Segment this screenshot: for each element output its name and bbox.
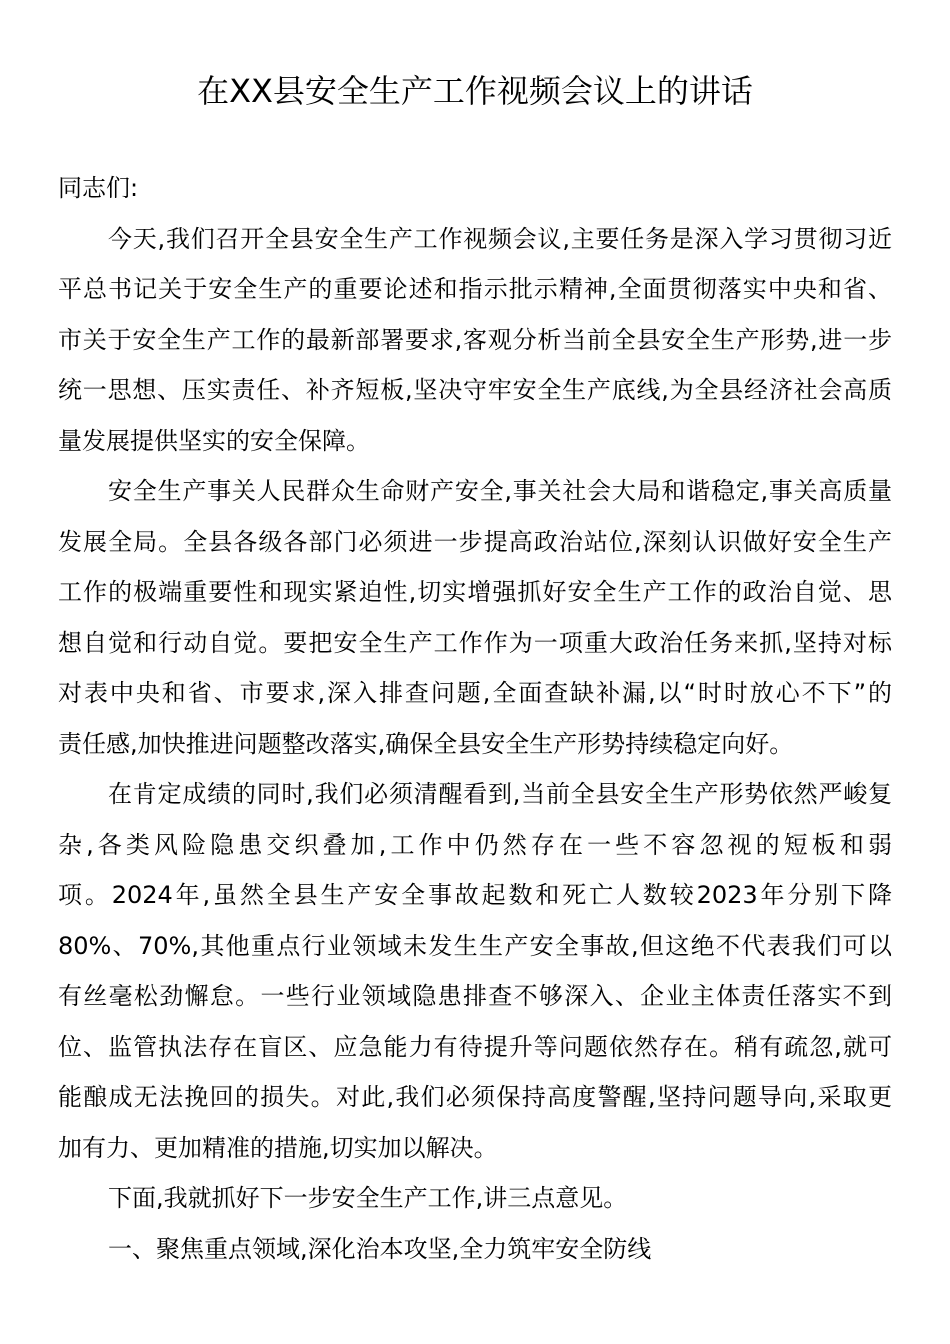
paragraph-line: 今天,我们召开全县安全生产工作视频会议,主要任务是深入学习贯彻习近	[108, 224, 892, 253]
document-body	[58, 163, 892, 1274]
paragraph-line: 80%、70%,其他重点行业领域未发生生产安全事故,但这绝不代表我们可以	[58, 931, 892, 960]
paragraph-line: 安全生产事关人民群众生命财产安全,事关社会大局和谐稳定,事关高质量	[108, 477, 892, 505]
paragraph-line: 量发展提供坚实的安全保障。	[58, 426, 370, 455]
paragraph-1	[58, 214, 892, 467]
paragraph-line: 项。2024年,虽然全县生产安全事故起数和死亡人数较2023年分别下降	[58, 881, 892, 909]
paragraph-line: 下面,我就抓好下一步安全生产工作,讲三点意见。	[108, 1184, 628, 1212]
paragraph-line: 在肯定成绩的同时,我们必须清醒看到,当前全县安全生产形势依然严峻复	[108, 780, 892, 808]
paragraph-line: 市关于安全生产工作的最新部署要求,客观分析当前全县安全生产形势,进一步	[58, 325, 892, 354]
paragraph-line: 位、监管执法存在盲区、应急能力有待提升等问题依然存在。稍有疏忽,就可	[58, 1032, 892, 1061]
paragraph-line: 加有力、更加精准的措施,切实加以解决。	[58, 1133, 498, 1162]
paragraph-line: 想自觉和行动自觉。要把安全生产工作作为一项重大政治任务来抓,坚持对标	[58, 628, 892, 657]
paragraph-2	[58, 466, 892, 769]
document-title: 在XX县安全生产工作视频会议上的讲话	[197, 72, 753, 110]
paragraph-line: 平总书记关于安全生产的重要论述和指示批示精神,全面贯彻落实中央和省、	[58, 275, 892, 303]
paragraph-line: 责任感,加快推进问题整改落实,确保全县安全生产形势持续稳定向好。	[58, 729, 794, 758]
paragraph-line: 发展全局。全县各级各部门必须进一步提高政治站位,深刻认识做好安全生产	[58, 527, 892, 556]
paragraph-line: 有丝毫松劲懈怠。一些行业领域隐患排查不够深入、企业主体责任落实不到	[58, 982, 892, 1010]
section-heading: 一、聚焦重点领域,深化治本攻坚,全力筑牢安全防线	[108, 1234, 652, 1263]
paragraph-4	[58, 1173, 892, 1224]
paragraph-line: 杂,各类风险隐患交织叠加,工作中仍然存在一些不容忽视的短板和弱	[58, 830, 892, 859]
paragraph-line: 工作的极端重要性和现实紧迫性,切实增强抓好安全生产工作的政治自觉、思	[58, 578, 892, 606]
paragraph-3	[58, 769, 892, 1173]
paragraph-line: 统一思想、压实责任、补齐短板,坚决守牢安全生产底线,为全县经济社会高质	[58, 376, 892, 404]
paragraph-line: 能酿成无法挽回的损失。对此,我们必须保持高度警醒,坚持问题导向,采取更	[58, 1083, 892, 1111]
salutation: 同志们:	[58, 174, 139, 202]
paragraph-line: 对表中央和省、市要求,深入排查问题,全面查缺补漏,以“时时放心不下”的	[58, 679, 892, 707]
